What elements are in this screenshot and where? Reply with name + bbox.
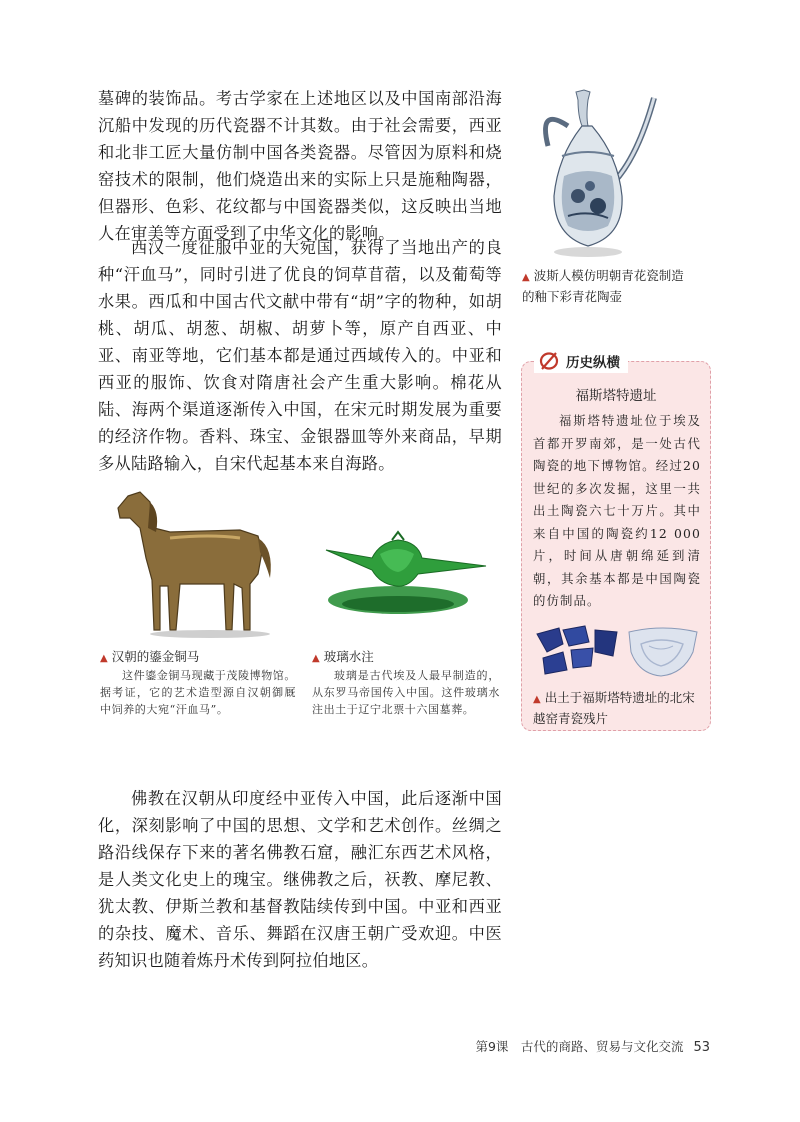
triangle-icon: ▲	[533, 694, 541, 705]
body-paragraph-2: 西汉一度征服中亚的大宛国，获得了当地出产的良种“汗血马”，同时引进了优良的饲草苜蓿，以及葡萄等水果。西瓜和中国古代文献中带有“胡”字的物种，如胡桃、胡瓜、胡葱、胡椒、胡萝卜等，原产自西亚、中亚、南亚等地，它们基本都是通过西域传入的。中亚和西亚的服饰、饮食对隋唐社会产生重大影响。棉花从陆、海两个渠道逐渐传入中国，在宋元时期发展为重要的经济作物。香料、珠宝、金银器皿等外来商品，早期多从陆路输入，自宋代起基本来自海路。	[98, 238, 502, 473]
ewer-image	[528, 86, 668, 258]
page-number: 53	[693, 1040, 710, 1055]
ewer-caption: ▲ 波斯人模仿明朝青花瓷制造的釉下彩青花陶壶	[522, 268, 684, 304]
body-paragraph-3: 佛教在汉朝从印度经中亚传入中国，此后逐渐中国化，深刻影响了中国的思想、文学和艺术创作。丝绸之路沿线保存下来的著名佛教石窟，融汇东西艺术风格，是人类文化史上的瑰宝。继佛教之后，祆教、摩尼教、犹太教、伊斯兰教和基督教陆续传到中国。中亚和西亚的杂技、魔术、音乐、舞蹈在汉唐王朝广受欢迎。中医药知识也随着炼丹术传到阿拉伯地区。	[98, 789, 502, 970]
body-paragraph-1: 墓碑的装饰品。考古学家在上述地区以及中国南部沿海沉船中发现的历代瓷器不计其数。由于社会需要，西亚和北非工匠大量仿制中国各类瓷器。尽管因为原料和烧窑技术的限制，他们烧造出来的实际上只是施釉陶器，但器形、色彩、花纹都与中国瓷器类似，这反映出当地人在审美等方面受到了中华文化的影响。	[98, 89, 502, 243]
horse-caption-body: 这件鎏金铜马现藏于茂陵博物馆。据考证，它的艺术造型源自汉朝御厩中饲养的大宛“汗血马”。	[100, 669, 296, 716]
history-badge-icon	[538, 351, 560, 371]
horse-caption-title: ▲ 汉朝的鎏金铜马	[100, 649, 200, 664]
triangle-icon: ▲	[312, 653, 320, 664]
history-sidebar-label: 历史纵横	[566, 355, 620, 371]
triangle-icon: ▲	[100, 653, 108, 664]
history-sidebar-body: 福斯塔特遗址位于埃及首都开罗南郊，是一处古代陶瓷的地下博物馆。经过20世纪的多次发掘，这里一共出土陶瓷六七十万片。其中来自中国的陶瓷约12 000片，时间从唐朝绵延到清朝，其余基本都是中国陶瓷的仿制品。	[533, 413, 701, 608]
history-sidebar-title: 福斯塔特遗址	[575, 388, 657, 404]
history-sidebar-header	[534, 349, 628, 373]
porcelain-shards-image	[533, 622, 703, 682]
shards-caption: ▲ 出土于福斯塔特遗址的北宋越窑青瓷残片	[533, 690, 695, 726]
glass-caption-body: 玻璃是古代埃及人最早制造的，从东罗马帝国传入中国。这件玻璃水注出土于辽宁北票十六国墓葬。	[312, 669, 500, 716]
footer-lesson-title: 第9课 古代的商路、贸易与文化交流	[475, 1039, 684, 1054]
gilded-horse-image	[110, 488, 280, 640]
glass-caption-title: ▲ 玻璃水注	[312, 649, 374, 664]
page-footer	[470, 1037, 710, 1055]
triangle-icon: ▲	[522, 272, 530, 283]
glass-vessel-image	[318, 530, 496, 620]
